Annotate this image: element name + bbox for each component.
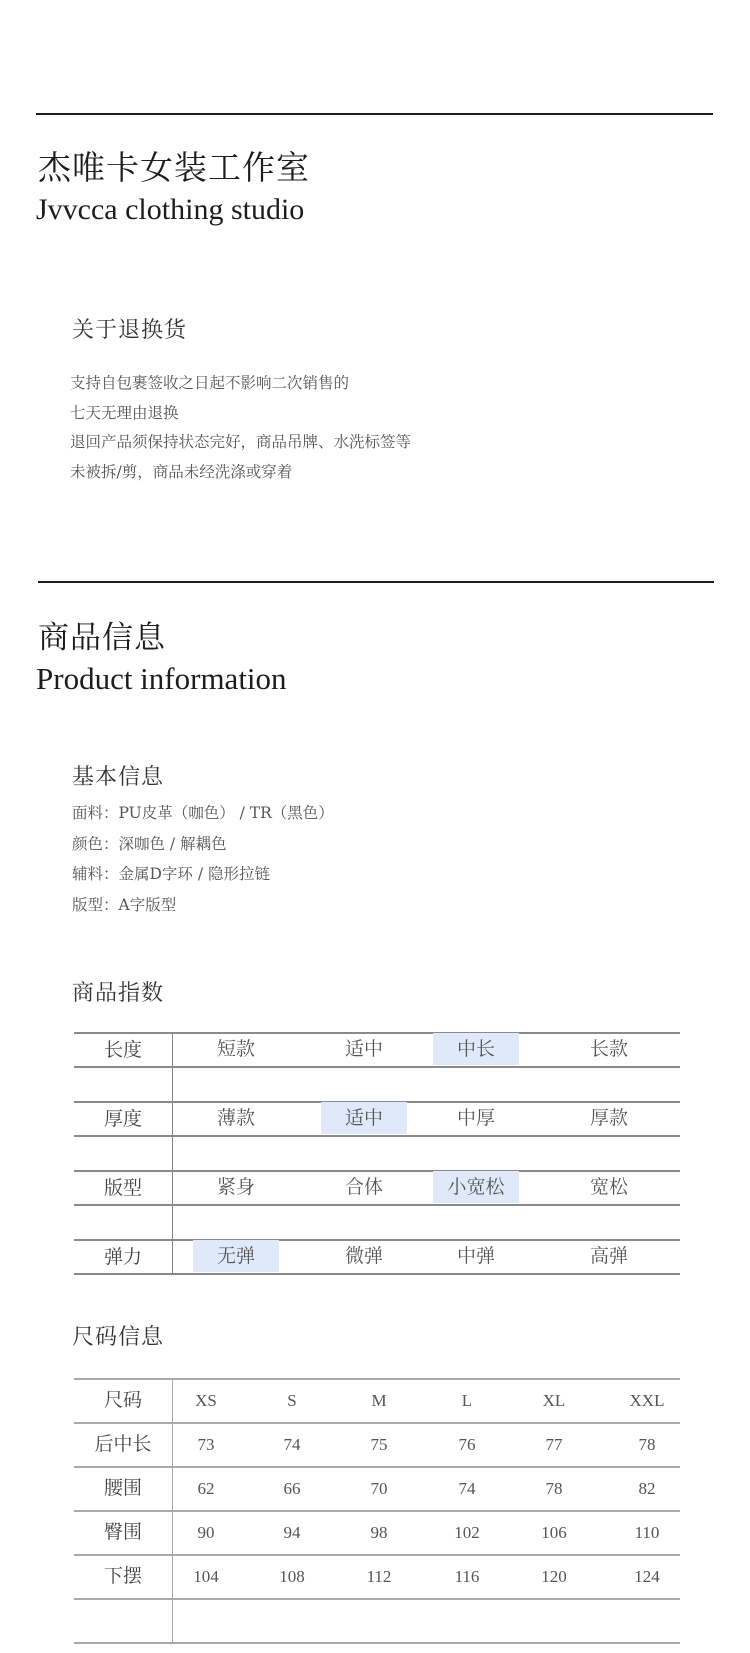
index-option: 短款 — [216, 1038, 255, 1060]
index-row-label: 弹力 — [103, 1246, 142, 1268]
size-value-cell: 116 — [454, 1567, 480, 1586]
returns-text — [70, 369, 411, 487]
size-row-label: 后中长 — [94, 1433, 152, 1455]
size-header-cell: XS — [195, 1391, 217, 1410]
size-value-cell: 78 — [545, 1479, 563, 1498]
index-option: 宽松 — [589, 1176, 628, 1198]
size-value-cell: 74 — [283, 1435, 301, 1454]
basic-info-title: 基本信息 — [72, 765, 165, 790]
size-value-cell: 124 — [634, 1567, 660, 1586]
index-option: 长款 — [589, 1038, 628, 1060]
index-row-label: 版型 — [103, 1177, 142, 1199]
size-row-line — [74, 1598, 680, 1600]
size-value-cell: 110 — [634, 1523, 660, 1542]
basic-info-line: 颜色：深咖色 / 解耦色 — [72, 834, 227, 853]
index-option-selected: 无弹 — [193, 1240, 279, 1272]
basic-info-line: 面料：PU皮革（咖色） / TR（黑色） — [72, 804, 334, 822]
size-header-label: 尺码 — [103, 1389, 142, 1411]
basic-info-line: 版型：A字版型 — [72, 895, 177, 914]
returns-line: 七天无理由退换 — [70, 403, 179, 422]
size-value-cell: 120 — [541, 1567, 567, 1586]
index-option-selected: 中长 — [433, 1033, 519, 1065]
product-divider — [38, 581, 714, 583]
size-header-cell: XXL — [629, 1391, 665, 1410]
size-column-divider — [172, 1378, 173, 1642]
index-option: 紧身 — [216, 1176, 255, 1198]
basic-info-line: 辅料：金属D字环 / 隐形拉链 — [72, 865, 271, 883]
size-value-cell: 108 — [279, 1567, 305, 1586]
returns-title: 关于退换货 — [72, 318, 188, 343]
size-header-cell: S — [287, 1391, 297, 1410]
index-option: 中弹 — [456, 1245, 495, 1267]
size-value-cell: 76 — [458, 1435, 476, 1454]
brand-name-cn: 杰唯卡女装工作室 — [38, 148, 310, 187]
index-option: 合体 — [344, 1176, 383, 1198]
size-value-cell: 75 — [370, 1435, 388, 1454]
size-row-label: 臀围 — [103, 1521, 142, 1543]
index-row-label: 厚度 — [103, 1108, 142, 1130]
size-value-cell: 70 — [370, 1479, 388, 1498]
size-header-cell: XL — [542, 1391, 566, 1410]
size-value-cell: 74 — [458, 1479, 476, 1498]
returns-line: 退回产品须保持状态完好，商品吊牌、水洗标签等 — [70, 433, 412, 451]
index-option: 适中 — [344, 1038, 383, 1060]
size-value-cell: 98 — [370, 1523, 388, 1542]
returns-line: 支持自包裹签收之日起不影响二次销售的 — [70, 374, 350, 392]
size-title: 尺码信息 — [72, 1325, 165, 1350]
index-option: 厚款 — [589, 1107, 628, 1129]
basic-info-text — [72, 798, 334, 920]
size-value-cell: 90 — [197, 1523, 215, 1542]
size-value-cell: 78 — [638, 1435, 656, 1454]
size-value-cell: 94 — [283, 1523, 301, 1542]
product-title-cn: 商品信息 — [38, 620, 166, 656]
index-option-selected: 小宽松 — [433, 1171, 519, 1203]
index-title: 商品指数 — [72, 981, 165, 1006]
index-option: 微弹 — [344, 1245, 383, 1267]
size-header-cell: M — [371, 1391, 387, 1410]
size-value-cell: 73 — [197, 1435, 215, 1454]
size-value-cell: 112 — [366, 1567, 392, 1586]
index-option: 薄款 — [216, 1107, 255, 1129]
index-option-selected: 适中 — [321, 1102, 407, 1134]
index-option: 中厚 — [456, 1107, 495, 1129]
size-value-cell: 77 — [545, 1435, 563, 1454]
brand-name-en: Jvvcca clothing studio — [36, 193, 305, 226]
size-value-cell: 66 — [283, 1479, 301, 1498]
size-value-cell: 106 — [541, 1523, 567, 1542]
size-value-cell: 82 — [638, 1479, 656, 1498]
product-title-en: Product information — [36, 661, 287, 696]
size-value-cell: 62 — [197, 1479, 215, 1498]
size-header-cell: L — [461, 1391, 473, 1410]
index-row-label: 长度 — [103, 1039, 142, 1061]
index-column-divider — [172, 1032, 173, 1273]
size-value-cell: 104 — [193, 1567, 219, 1586]
top-divider — [36, 113, 713, 115]
size-row-label: 腰围 — [103, 1477, 142, 1499]
index-option: 高弹 — [589, 1245, 628, 1267]
size-row-line — [74, 1642, 680, 1644]
returns-line: 未被拆/剪，商品未经洗涤或穿着 — [70, 462, 293, 481]
size-value-cell: 102 — [454, 1523, 480, 1542]
size-row-label: 下摆 — [103, 1565, 142, 1587]
